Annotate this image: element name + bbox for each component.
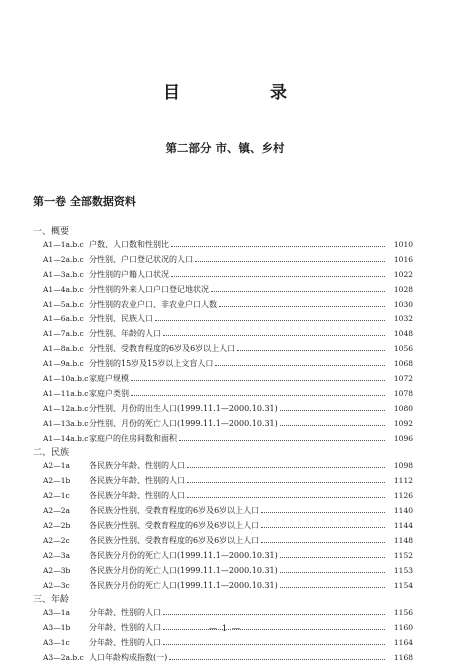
part-heading: 第二部分 市、镇、乡村 xyxy=(165,141,285,155)
toc-entry-code: A3—2a.b.c xyxy=(43,653,84,663)
toc-entry-page: 1153 xyxy=(393,565,413,575)
toc-entry-page: 1148 xyxy=(393,535,413,545)
toc-entry-page: 1092 xyxy=(393,418,413,428)
toc-entry-page: 1154 xyxy=(393,580,413,590)
toc-entry-page: 1156 xyxy=(393,608,413,618)
toc-entry-page: 1112 xyxy=(393,476,413,486)
toc-entry-code: A1—3a.b.c xyxy=(43,269,84,279)
dot-leader xyxy=(155,320,385,321)
dot-leader xyxy=(280,572,385,573)
toc-entry-title: 各民族分性别、受教育程度的6岁及6岁以上人口 xyxy=(89,521,260,531)
toc-entry-title: 家庭户规模 xyxy=(89,374,129,384)
toc-entry-page: 1126 xyxy=(393,491,413,501)
toc-entry-code: A1—14a.b.c xyxy=(43,433,89,443)
toc-entry-page: 1072 xyxy=(393,374,413,384)
toc-entry-page: 1164 xyxy=(393,638,413,648)
toc-entry-title: 分性别、年龄的人口 xyxy=(89,329,161,339)
toc-entry-page: 1010 xyxy=(393,240,413,249)
toc-entry-page: 1030 xyxy=(393,299,413,309)
toc-entry[interactable] xyxy=(33,474,413,489)
toc-entry-title: 家庭户类别 xyxy=(89,388,129,398)
toc-entry-page: 1080 xyxy=(393,403,413,413)
toc-entry-page: 1096 xyxy=(393,433,413,443)
toc-entry[interactable] xyxy=(33,387,413,402)
toc-entry-code: A2—1b xyxy=(43,476,71,486)
dot-leader xyxy=(163,335,385,336)
dot-leader xyxy=(171,276,385,277)
toc-entry[interactable] xyxy=(33,459,413,474)
toc-entry-title: 家庭户的住房间数和面积 xyxy=(89,433,177,443)
toc-entry-title: 各民族分性别、受教育程度的6岁及6岁以上人口 xyxy=(89,535,260,545)
toc-entry-title: 分性别的农业户口、非农业户口人数 xyxy=(89,299,217,309)
dot-leader xyxy=(280,557,385,558)
toc-entry-page: 1022 xyxy=(393,269,413,279)
toc-entry[interactable] xyxy=(33,238,413,253)
toc-entry[interactable] xyxy=(33,504,413,519)
toc-entry-title: 分性别、月份的死亡人口(1999.11.1—2000.10.31) xyxy=(89,418,278,428)
toc-entry-title: 分年龄、性别的人口 xyxy=(89,638,161,648)
dot-leader xyxy=(195,261,385,262)
toc-entry-code: A2—2a xyxy=(43,506,70,516)
toc-entry[interactable] xyxy=(33,519,413,534)
toc-entry[interactable] xyxy=(33,372,413,387)
toc-entry-page: 1140 xyxy=(393,506,413,516)
toc-entry[interactable] xyxy=(33,327,413,342)
toc-entry[interactable] xyxy=(33,636,413,651)
toc-entry[interactable] xyxy=(33,268,413,283)
toc-entry[interactable] xyxy=(33,534,413,549)
toc-entry-page: 1160 xyxy=(393,623,413,633)
toc-entry-code: A1—10a.b.c xyxy=(43,374,89,384)
dot-leader xyxy=(171,246,385,247)
toc-entry-title: 分性别的15岁及15岁以上文盲人口 xyxy=(89,359,214,369)
dot-leader xyxy=(261,512,385,513)
dot-leader xyxy=(211,291,385,292)
dot-leader xyxy=(280,425,385,426)
toc-entry-page: 1056 xyxy=(393,344,413,354)
toc-entry[interactable] xyxy=(33,432,413,447)
dot-leader xyxy=(237,350,385,351)
dot-leader xyxy=(215,365,385,366)
toc-entry-title: 户数、人口数和性别比 xyxy=(89,240,169,249)
section-heading: 二、民族 xyxy=(33,448,70,459)
toc-entry[interactable] xyxy=(33,564,413,579)
toc-entry[interactable] xyxy=(33,402,413,417)
toc-entry-code: A1—4a.b.c xyxy=(43,284,84,294)
toc-entry[interactable] xyxy=(33,651,413,666)
toc-entry-code: A1—1a.b.c xyxy=(43,240,84,249)
volume-heading: 第一卷 全部数据资料 xyxy=(33,195,136,208)
toc-entry-title: 分性别、月份的出生人口(1999.11.1—2000.10.31) xyxy=(89,403,278,413)
toc-entry[interactable] xyxy=(33,253,413,268)
toc-entry-title: 分性别、户口登记状况的人口 xyxy=(89,254,193,264)
toc-entry-code: A2—3b xyxy=(43,565,71,575)
toc-entry-title: 各民族分年龄、性别的人口 xyxy=(89,461,185,471)
toc-entry[interactable] xyxy=(33,579,413,594)
toc-entry-title: 分性别的外来人口户口登记地状况 xyxy=(89,284,209,294)
toc-entry-page: 1144 xyxy=(393,521,413,531)
toc-entry-code: A1—9a.b.c xyxy=(43,359,84,369)
toc-entry-code: A3—1c xyxy=(43,638,70,648)
toc-entry-page: 1152 xyxy=(393,550,413,560)
toc-entry-title: 各民族分年龄、性别的人口 xyxy=(89,476,185,486)
toc-entry-title: 分年龄、性别的人口 xyxy=(89,623,161,633)
toc-entry[interactable] xyxy=(33,357,413,372)
toc-entry-code: A1—12a.b.c xyxy=(43,403,89,413)
toc-entry-title: 各民族分月份的死亡人口(1999.11.1—2000.10.31) xyxy=(89,580,278,590)
toc-entry-code: A1—6a.b.c xyxy=(43,314,84,324)
toc-entry-page: 1028 xyxy=(393,284,413,294)
toc-entry-code: A1—2a.b.c xyxy=(43,254,84,264)
dot-leader xyxy=(280,587,385,588)
toc-entry-page: 1078 xyxy=(393,388,413,398)
dot-leader xyxy=(261,542,385,543)
toc-entry-code: A1—13a.b.c xyxy=(43,418,89,428)
toc-entry-code: A1—5a.b.c xyxy=(43,299,84,309)
dot-leader xyxy=(179,440,385,441)
dot-leader xyxy=(131,395,385,396)
section-heading: 三、年龄 xyxy=(33,595,70,606)
toc-entry-page: 1048 xyxy=(393,329,413,339)
dot-leader xyxy=(280,410,385,411)
dot-leader xyxy=(187,467,385,468)
toc-entry[interactable] xyxy=(33,298,413,313)
toc-entry-title: 各民族分月份的死亡人口(1999.11.1—2000.10.31) xyxy=(89,565,278,575)
toc-entry-code: A2—1c xyxy=(43,491,70,501)
toc-entry[interactable] xyxy=(33,417,413,432)
dot-leader xyxy=(163,614,385,615)
toc-entry[interactable] xyxy=(33,549,413,564)
toc-entry-code: A2—2c xyxy=(43,535,70,545)
toc-entry-code: A2—3c xyxy=(43,580,70,590)
toc-entry-title: 分性别、民族人口 xyxy=(89,314,153,324)
toc-entry-title: 各民族分年龄、性别的人口 xyxy=(89,491,185,501)
toc-entry-page: 1016 xyxy=(393,254,413,264)
dot-leader xyxy=(169,659,385,660)
toc-entry-code: A3—1b xyxy=(43,623,71,633)
dot-leader xyxy=(219,306,385,307)
toc-entry-code: A2—2b xyxy=(43,521,71,531)
toc-entry-title: 各民族分月份的死亡人口(1999.11.1—2000.10.31) xyxy=(89,550,278,560)
toc-entry-page: 1168 xyxy=(393,653,413,663)
toc-entry[interactable] xyxy=(33,606,413,621)
section-heading: 一、概要 xyxy=(33,227,70,237)
toc-entry-code: A2—3a xyxy=(43,550,70,560)
dot-leader xyxy=(163,644,385,645)
toc-entry-code: A2—1a xyxy=(43,461,70,471)
toc-entry-code: A1—8a.b.c xyxy=(43,344,84,354)
toc-entry-title: 分性别的户籍人口状况 xyxy=(89,269,169,279)
toc-entry-page: 1068 xyxy=(393,359,413,369)
toc-entry-code: A1—11a.b.c xyxy=(43,388,89,398)
toc-entry-code: A1—7a.b.c xyxy=(43,329,84,339)
dot-leader xyxy=(261,527,385,528)
toc-entry-title: 分年龄、性别的人口 xyxy=(89,608,161,618)
toc-entry[interactable] xyxy=(33,342,413,357)
dot-leader xyxy=(187,497,385,498)
toc-entry[interactable] xyxy=(33,283,413,298)
toc-entry-page: 1098 xyxy=(393,461,413,471)
toc-entry-title: 人口年龄构成指数(一) xyxy=(89,653,168,663)
toc-entry[interactable] xyxy=(33,489,413,504)
toc-entry-title: 分性别、受教育程度的6岁及6岁以上人口 xyxy=(89,344,236,354)
toc-entry-page: 1032 xyxy=(393,314,413,324)
toc-entry[interactable] xyxy=(33,312,413,327)
page-title: 目 录 xyxy=(163,83,329,103)
dot-leader xyxy=(187,482,385,483)
page-number: — 1 — xyxy=(208,624,242,634)
table-of-contents xyxy=(33,225,413,666)
toc-entry-code: A3—1a xyxy=(43,608,70,618)
dot-leader xyxy=(131,380,385,381)
toc-entry-title: 各民族分性别、受教育程度的6岁及6岁以上人口 xyxy=(89,506,260,516)
